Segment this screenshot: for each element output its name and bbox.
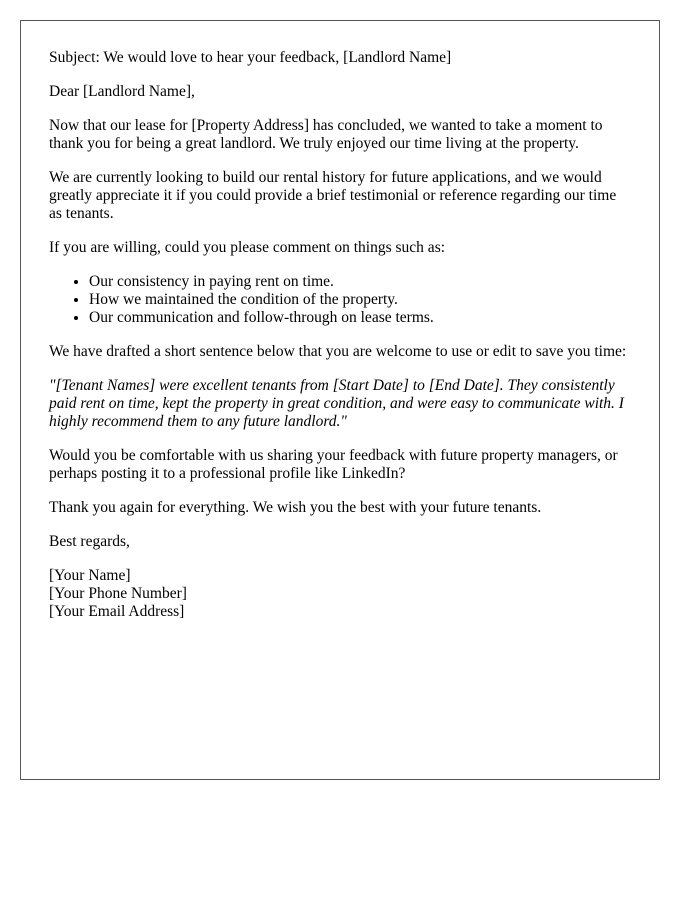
suggested-testimonial: "[Tenant Names] were excellent tenants from [Start Date] to [End Date]. They consistently paid rent on time, kept the property in great condition, and were easy to communicate with. I highly recommend them to any future landlord." xyxy=(49,377,624,430)
closing: Best regards, xyxy=(49,533,130,550)
signature-email: [Your Email Address] xyxy=(49,603,185,620)
signature-phone: [Your Phone Number] xyxy=(49,585,187,602)
subject-line: Subject: We would love to hear your feedback, [Landlord Name] xyxy=(49,49,452,66)
thanks-paragraph: Thank you again for everything. We wish you the best with your future tenants. xyxy=(49,499,542,516)
request-paragraph: We are currently looking to build our rental history for future applications, and we would greatly appreciate it if you could provide a brief testimonial or reference regarding our time as tenants. xyxy=(49,169,617,222)
topics-list xyxy=(49,273,631,327)
letter-document xyxy=(20,20,660,780)
list-item: • How we maintained the condition of the property. xyxy=(89,291,631,309)
salutation: Dear [Landlord Name], xyxy=(49,83,195,100)
sharing-paragraph: Would you be comfortable with us sharing your feedback with future property managers, or perhaps posting it to a professional profile like LinkedIn? xyxy=(49,447,618,482)
signature-name: [Your Name] xyxy=(49,567,131,584)
signature-block xyxy=(49,567,631,621)
list-item: • Our communication and follow-through on lease terms. xyxy=(89,309,631,327)
draft-intro: We have drafted a short sentence below that you are welcome to use or edit to save you time: xyxy=(49,343,627,360)
intro-paragraph: Now that our lease for [Property Address] has concluded, we wanted to take a moment to thank you for being a great landlord. We truly enjoyed our time living at the property. xyxy=(49,117,603,152)
topics-intro: If you are willing, could you please comment on things such as: xyxy=(49,239,446,256)
list-item: • Our consistency in paying rent on time. xyxy=(89,273,631,291)
